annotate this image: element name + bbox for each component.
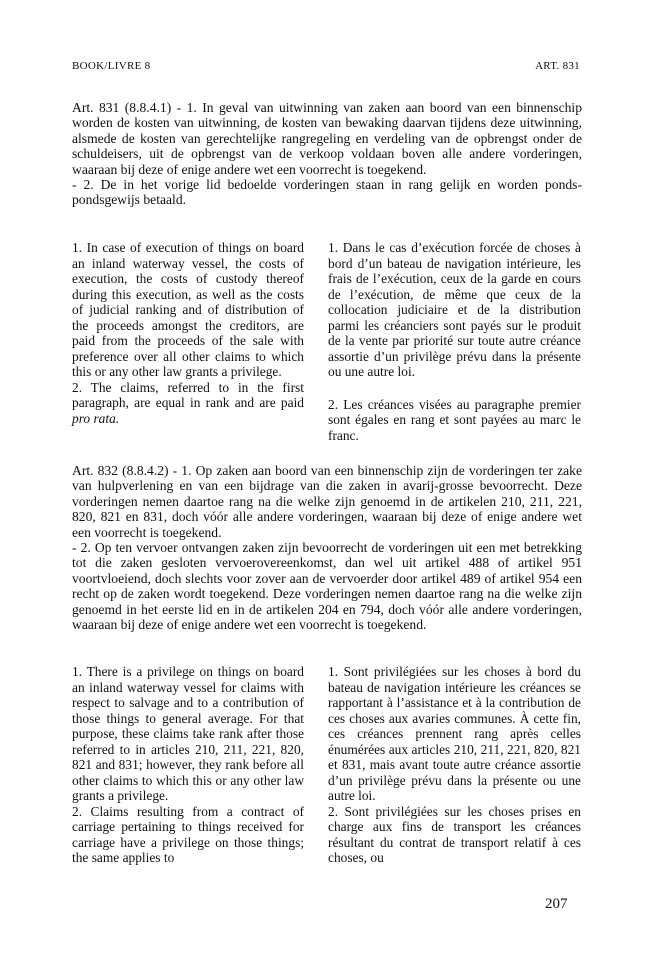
art831-english-column (72, 240, 304, 426)
page-number: 207 (545, 896, 568, 912)
art832-en-para-2: 2. Claims resulting from a contract of carriage pertaining to things received for carriage have a privilege on those things; the same applies to (72, 803, 304, 865)
art831-dutch-text (72, 100, 582, 208)
art831-french-column (328, 240, 581, 443)
art831-en-italic: pro rata. (72, 410, 120, 426)
art832-french-column (328, 664, 581, 866)
art832-fr-para-2: 2. Sont privilégiées sur les choses prises en charge aux fins de transport les créances résultant du contrat de transport relatif à ces choses, ou (328, 803, 581, 865)
book-label: BOOK/LIVRE 8 (72, 60, 151, 72)
art831-en-para-2-text: 2. The claims, referred to in the first paragraph, are equal in rank and are paid (72, 379, 304, 410)
art831-fr-para-1: 1. Dans le cas d’exécution forcée de choses à bord d’un bateau de navigation intérieure, les frais de l’exécution, ceux de la garde en cours de l’exécution, de même que ceux de la collocation judiciaire et de la distribution parmi les créanciers sont payés sur le produit de la vente par priorité sur toute autre créance assortie d’un privilège prévu dans la présente ou une autre loi. (328, 240, 581, 379)
article-label: ART. 831 (535, 60, 580, 72)
art831-nl-para-2: - 2. De in het vorige lid bedoelde vorderingen staan in rang gelijk en worden ponds-pondsgewijs betaald. (72, 177, 582, 208)
art832-nl-para-2: - 2. Op ten vervoer ontvangen zaken zijn bevoorrecht de vorderingen uit een met betrekking tot die zaken gesloten vervoerovereenkomst, dan wel uit artikel 488 of artikel 951 voortvloeiend, doch slechts voor zover aan de vervoerder door artikel 489 of artikel 954 een recht op de zaken wordt toegekend. Deze vorderingen nemen daartoe rang na die welke zijn genoemd in het eerste lid en in de artikelen 204 en 794, doch vóór alle andere vorderingen, waaraan bij deze of enige andere wet een voorrecht is toegekend. (72, 540, 582, 633)
art832-nl-para-1: Art. 832 (8.8.4.2) - 1. Op zaken aan boord van een binnenschip zijn de vorderingen ter zake van hulpverlening en van een bijdrage van die zaken in avarij-grosse bevoorrecht. Deze vorderingen nemen daartoe rang na die welke zijn genoemd in de artikelen 210, 211, 221, 820, 821 en 831, doch vóór alle andere vorderingen, waaraan bij deze of enige andere wet een voorrecht is toegekend. (72, 463, 582, 540)
art831-fr-para-2: 2. Les créances visées au paragraphe premier sont égales en rang et sont payées au marc le franc. (328, 396, 581, 443)
art831-nl-para-1: Art. 831 (8.8.4.1) - 1. In geval van uitwinning van zaken aan boord van een binnenschip worden de kosten van uitwinning, de kosten van bewaking daarvan tijdens deze uitwinning, alsmede de kosten van gerechtelijke rangregeling en verdeling van de opbrengst onder de schuldeisers, uit de opbrengst van de verkoop voldaan boven alle andere vorderingen, waaraan bij deze of enige andere wet een voorrecht is toegekend. (72, 100, 582, 177)
art832-fr-para-1: 1. Sont privilégiées sur les choses à bord du bateau de navigation intérieure les créances se rapportant à l’assistance et à la contribution de ces choses aux avaries communes. À cette fin, ces créances prennent rang après celles énumérées aux articles 210, 211, 221, 820, 821 et 831, mais avant toute autre créance assortie d’un privilège prévu dans la présente ou une autre loi. (328, 664, 581, 803)
art831-en-para-1: 1. In case of execution of things on board an inland waterway vessel, the costs of execution, the costs of custody thereof during this execution, as well as the costs of judicial ranking and of distribution of the proceeds amongst the creditors, are paid from the proceeds of the sale with preference over all other claims to which this or any other law grants a privilege. (72, 240, 304, 379)
running-header (72, 60, 580, 76)
art832-dutch-text (72, 463, 582, 632)
art832-en-para-1: 1. There is a privilege on things on board an inland waterway vessel for claims with respect to salvage and to a contribution of those things to general average. For that purpose, these claims take rank after those referred to in articles 210, 211, 221, 820, 821 and 831; however, they rank before all other claims to which this or any other law grants a privilege. (72, 664, 304, 803)
art832-english-column (72, 664, 304, 866)
art831-en-para-2 (72, 380, 304, 427)
